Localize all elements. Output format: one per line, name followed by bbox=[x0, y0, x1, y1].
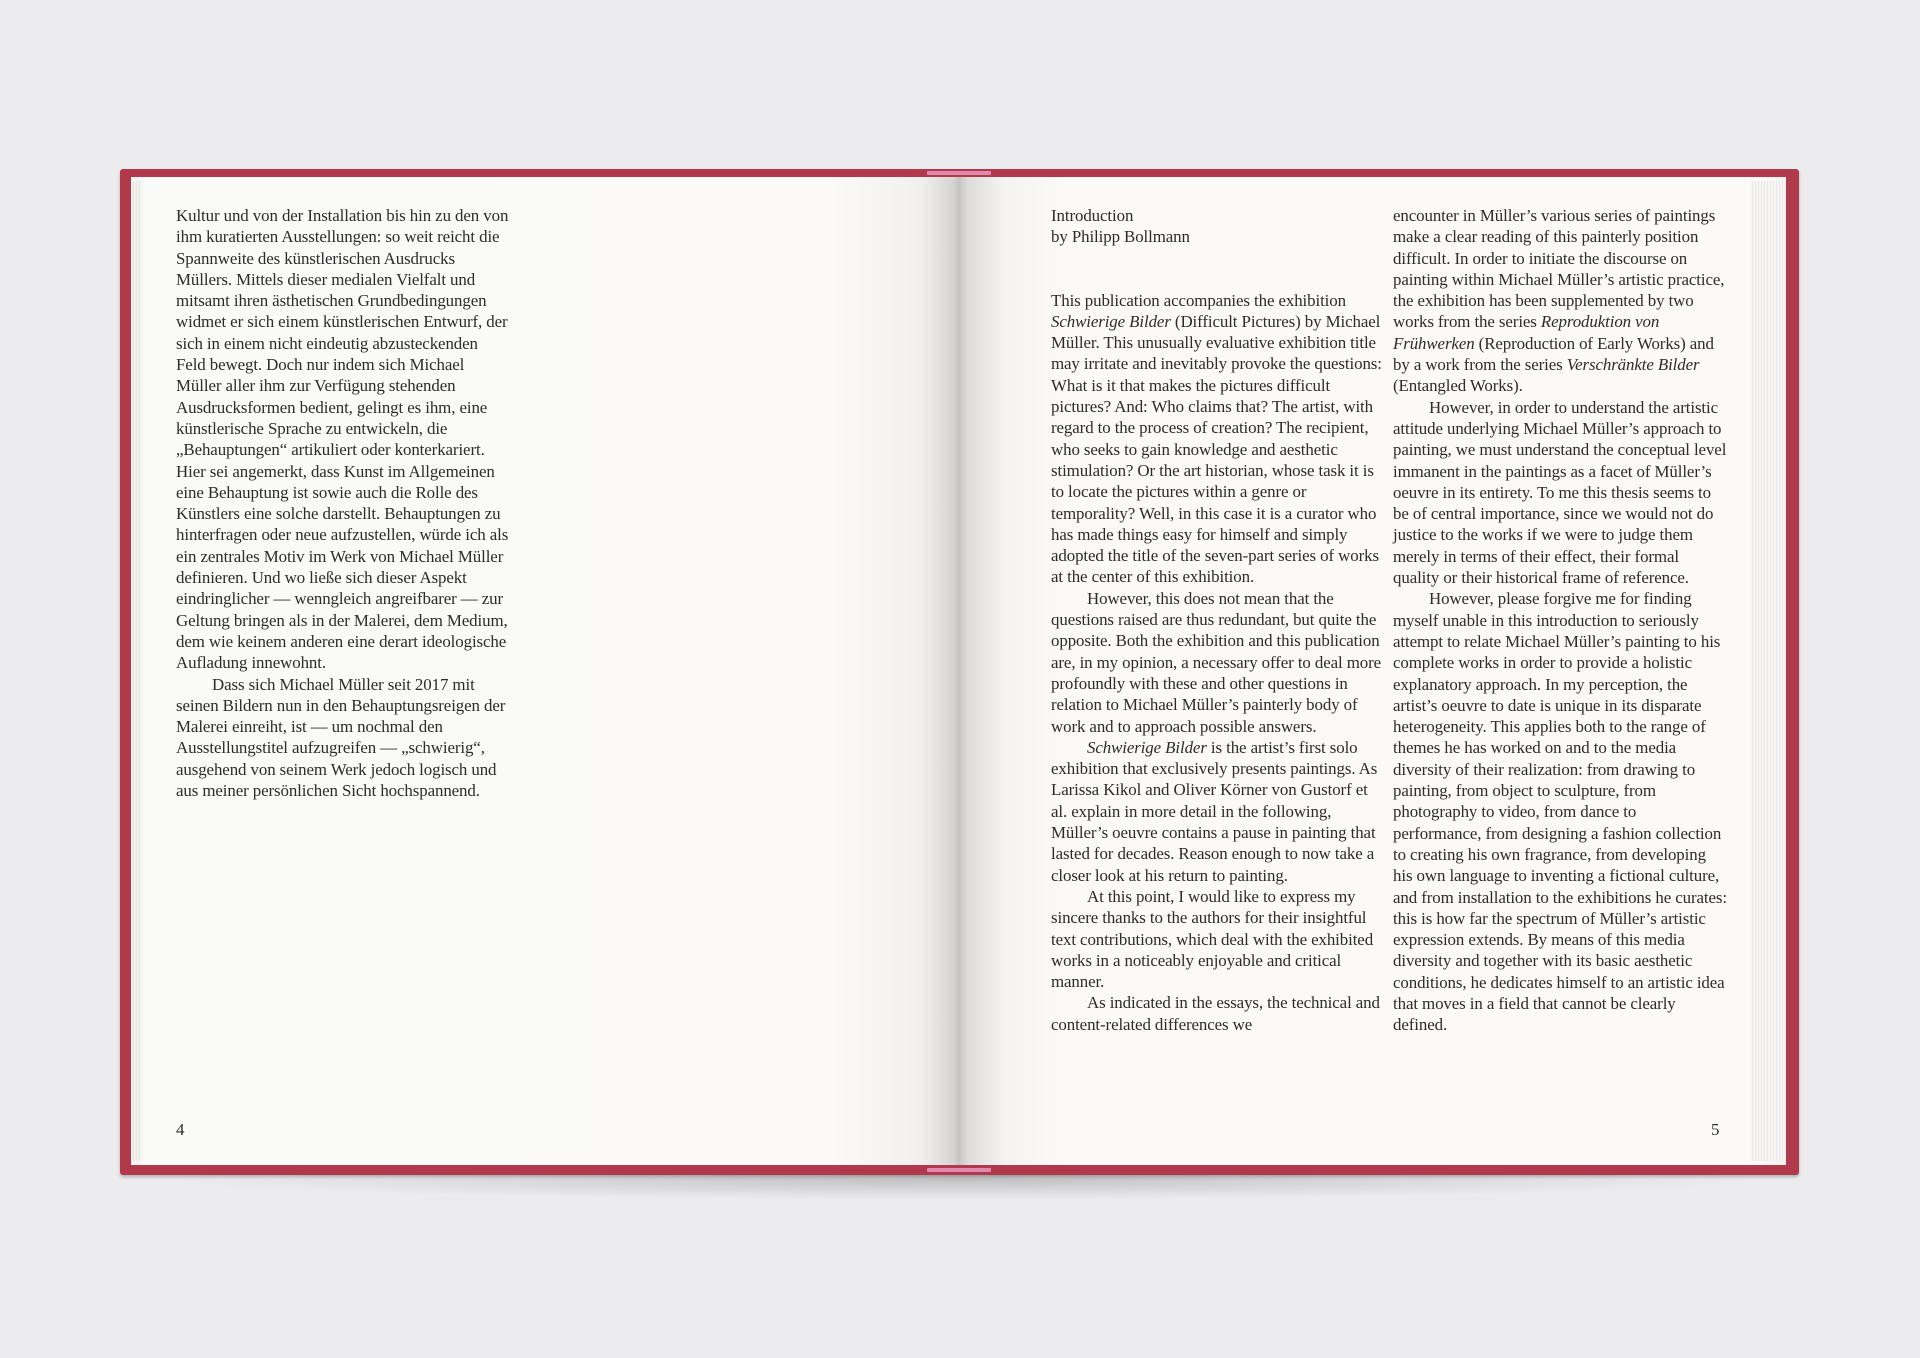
italic-title: Reproduktion von Frühwerken bbox=[1393, 312, 1660, 353]
right-col2-paragraph-2: However, in order to understand the artistic attitude underlying Michael Müller’s approach to painting, we must understand the conceptual level immanent in the paintings as a facet of Müller’s oeuvre in its entirety. To me this thesis seems to be of central importance, since we would not do justice to the works if we were to judge them merely in terms of their effect, their formal quality or their historical frame of reference. bbox=[1393, 397, 1727, 588]
text-run: is the artist’s first solo exhibition that exclusively presents paintings. As Larissa Kikol and Oliver Körner von Gustorf et al. explain in more detail in the following, Müller’s oeuvre contains a pause in painting that lasted for decades. Reason enough to now take a closer look at his return to painting. bbox=[1051, 737, 1378, 885]
right-col1-paragraph-1 bbox=[1051, 290, 1386, 588]
bookmark-ribbon-bottom bbox=[927, 1168, 991, 1172]
text-run: (Difficult Pictures) by Michael Müller. This unusually evaluative exhibition title may irritate and inevitably provoke the questions: What is it that makes the pictures difficult pictures? And: Who claims that? The artist, with regard to the process of creation? The recipient, who seeks to gain knowledge and aesthetic stimulation? Or the art historian, whose task it is to locate the pictures within a genre or temporality? Well, in this case it is a curator who has made things easy for himself and simply adopted the title of the seven-part series of works at the center of this exhibition. bbox=[1051, 311, 1382, 587]
right-col1-paragraph-4: At this point, I would like to express my sincere thanks to the authors for their insightful text contributions, which deal with the exhibited works in a noticeably enjoyable and critical manner. bbox=[1051, 886, 1374, 992]
italic-title: Schwierige Bilder bbox=[1087, 737, 1207, 757]
right-page-edges bbox=[1750, 181, 1786, 1161]
bookmark-ribbon-top bbox=[927, 171, 991, 175]
right-page-column-1 bbox=[1051, 205, 1386, 1035]
right-col1-paragraph-3 bbox=[1051, 737, 1386, 886]
left-paragraph-2: Dass sich Michael Müller seit 2017 mit seinen Bildern nun in den Behauptungsreigen der Malerei einreiht, ist — um nochmal den Ausstellungstitel aufzugreifen — „schwierig“, ausgehend von seinem Werk jedoch logisch und aus meiner persönlichen Sicht hochspannend. bbox=[176, 674, 506, 801]
page-number-right: 5 bbox=[1711, 1120, 1720, 1139]
text-run: (Reproduction of Early Works) and by a work from the series bbox=[1393, 333, 1714, 375]
left-page-edges bbox=[131, 181, 141, 1161]
right-col1-paragraph-5: As indicated in the essays, the technical and content-related differences we bbox=[1051, 993, 1380, 1034]
left-page-text-column bbox=[176, 205, 511, 801]
italic-title: Schwierige Bilder bbox=[1051, 311, 1171, 331]
text-run: encounter in Müller’s various series of paintings make a clear reading of this painterly position difficult. In order to initiate the discourse on painting within Michael Müller’s artistic practice, the exhibition has been supplemented by two works from the series bbox=[1393, 206, 1725, 332]
heading-title: Introduction bbox=[1051, 206, 1134, 225]
text-run: This publication accompanies the exhibition bbox=[1051, 290, 1346, 310]
introduction-heading bbox=[1051, 205, 1386, 248]
right-col1-paragraph-2: However, this does not mean that the questions raised are thus redundant, but quite the opposite. Both the exhibition and this publication are, in my opinion, a necessary offer to deal more profoundly with these and other questions in relation to Michael Müller’s painterly body of work and to approach possible answers. bbox=[1051, 588, 1382, 736]
heading-author: by Philipp Bollmann bbox=[1051, 227, 1190, 247]
left-paragraph-1: Kultur und von der Installation bis hin zu den von ihm kuratierten Ausstellungen: so weit reicht die Spannweite des künstlerischen Ausdrucks Müllers. Mittels dieser medialen Vielfalt und mitsamt ihren ästhetischen Grundbedingungen widmet er sich einem künstlerischen Entwurf, der sich in einem nicht eindeutig abzusteckenden Feld bewegt. Doch nur indem sich Michael Müller aller ihm zur Verfügung stehenden Ausdrucksformen bedient, gelingt es ihm, eine künstlerische Sprache zu entwickeln, die „Behauptungen“ artikuliert oder konterkariert. Hier sei angemerkt, dass Kunst im Allgemeinen eine Behauptung ist sowie auch die Rolle des Künstlers eine solche darstellt. Behauptungen zu hinterfragen oder neue aufzustellen, würde ich als ein zentrales Motiv im Werk von Michael Müller definieren. Und wo ließe sich dieser Aspekt eindringlicher — wenngleich angreifbarer — zur Geltung bringen als in der Malerei, dem Medium, dem wie keinem anderen eine derart ideologische Aufladung innewohnt. bbox=[176, 206, 509, 673]
page-number-left: 4 bbox=[176, 1120, 185, 1139]
text-run: (Entangled Works). bbox=[1393, 376, 1523, 396]
right-col2-paragraph-3: However, please forgive me for finding myself unable in this introduction to seriously attempt to relate Michael Müller’s painting to his complete works in order to provide a holistic explanatory approach. In my perception, the artist’s oeuvre to date is unique in its disparate heterogeneity. This applies both to the range of themes he has worked on and to the media diversity of their realization: from drawing to painting, from object to sculpture, from photography to video, from dance to performance, from designing a fashion collection to creating his own fragrance, from developing his own language to inventing a fictional culture, and from installation to the exhibitions he curates: this is how far the spectrum of Müller’s artistic expression extends. By means of this media diversity and together with its basic aesthetic conditions, he dedicates himself to an artistic idea that moves in a field that cannot be clearly defined. bbox=[1393, 589, 1727, 1035]
right-col2-paragraph-1 bbox=[1393, 205, 1728, 397]
book-spread bbox=[131, 177, 1786, 1165]
italic-title: Verschränkte Bilder bbox=[1566, 355, 1700, 375]
right-page-column-2 bbox=[1393, 205, 1728, 1036]
